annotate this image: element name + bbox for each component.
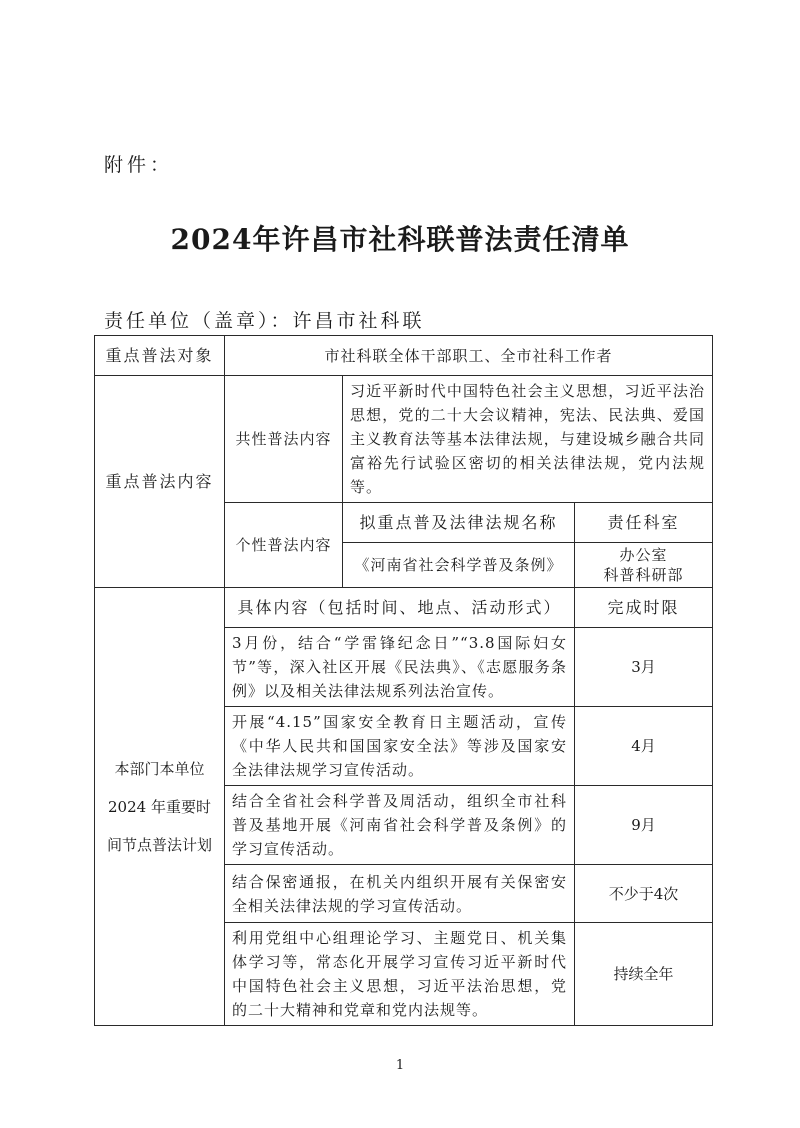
key-target-label: 重点普法对象 <box>95 336 225 376</box>
dept-line-1: 办公室 <box>619 546 668 564</box>
table-row <box>95 336 713 376</box>
table-row <box>95 588 713 628</box>
plan-item-content: 结合全省社会科学普及周活动，组织全市社科普及基地开展《河南省社会科学普及条例》的学习宣传活动。 <box>225 786 575 865</box>
law-name: 《河南省社会科学普及条例》 <box>343 543 575 588</box>
plan-item-deadline: 3月 <box>575 628 713 707</box>
plan-label-line-2: 2024 年重要时 <box>108 797 211 816</box>
plan-item-content: 3月份，结合“学雷锋纪念日”“3.8国际妇女节”等，深入社区开展《民法典》、《志愿服务条例》以及相关法律法规系列法治宣传。 <box>225 628 575 707</box>
plan-item-deadline: 9月 <box>575 786 713 865</box>
common-content-label: 共性普法内容 <box>225 376 343 503</box>
individual-content-label: 个性普法内容 <box>225 503 343 588</box>
dept-line-2: 科普科研部 <box>603 566 684 584</box>
key-content-label: 重点普法内容 <box>95 376 225 588</box>
deadline-header: 完成时限 <box>575 588 713 628</box>
attachment-label: 附件： <box>104 154 174 176</box>
plan-item-deadline: 不少于4次 <box>575 865 713 923</box>
document-title: 2024年许昌市社科联普法责任清单 <box>170 223 630 256</box>
plan-item-content: 开展“4.15”国家安全教育日主题活动，宣传《中华人民共和国国家安全法》等涉及国家安全法律法规学习宣传活动。 <box>225 707 575 786</box>
key-target-value: 市社科联全体干部职工、全市社科工作者 <box>225 336 713 376</box>
plan-label-line-1: 本部门本单位 <box>114 759 205 778</box>
law-name-header: 拟重点普及法律法规名称 <box>343 503 575 543</box>
responsible-unit: 责任单位（盖章）：许昌市社科联 <box>104 310 425 332</box>
page-number: 1 <box>395 1058 405 1073</box>
plan-item-deadline: 持续全年 <box>575 923 713 1026</box>
plan-item-deadline: 4月 <box>575 707 713 786</box>
dept-header: 责任科室 <box>575 503 713 543</box>
responsibility-table <box>94 335 713 1026</box>
plan-label-line-3: 间节点普法计划 <box>106 835 212 854</box>
plan-item-content: 结合保密通报，在机关内组织开展有关保密安全相关法律法规的学习宣传活动。 <box>225 865 575 923</box>
table-row <box>95 376 713 503</box>
plan-label <box>95 588 225 1026</box>
plan-item-content: 利用党组中心组理论学习、主题党日、机关集体学习等，常态化开展学习宣传习近平新时代中国特色社会主义思想，习近平法治思想，党的二十大精神和党章和党内法规等。 <box>225 923 575 1026</box>
dept-cell <box>575 543 713 588</box>
common-content-value: 习近平新时代中国特色社会主义思想，习近平法治思想，党的二十大会议精神，宪法、民法典、爱国主义教育法等基本法律法规，与建设城乡融合共同富裕先行试验区密切的相关法律法规，党内法规等。 <box>343 376 713 503</box>
content-header: 具体内容（包括时间、地点、活动形式） <box>225 588 575 628</box>
